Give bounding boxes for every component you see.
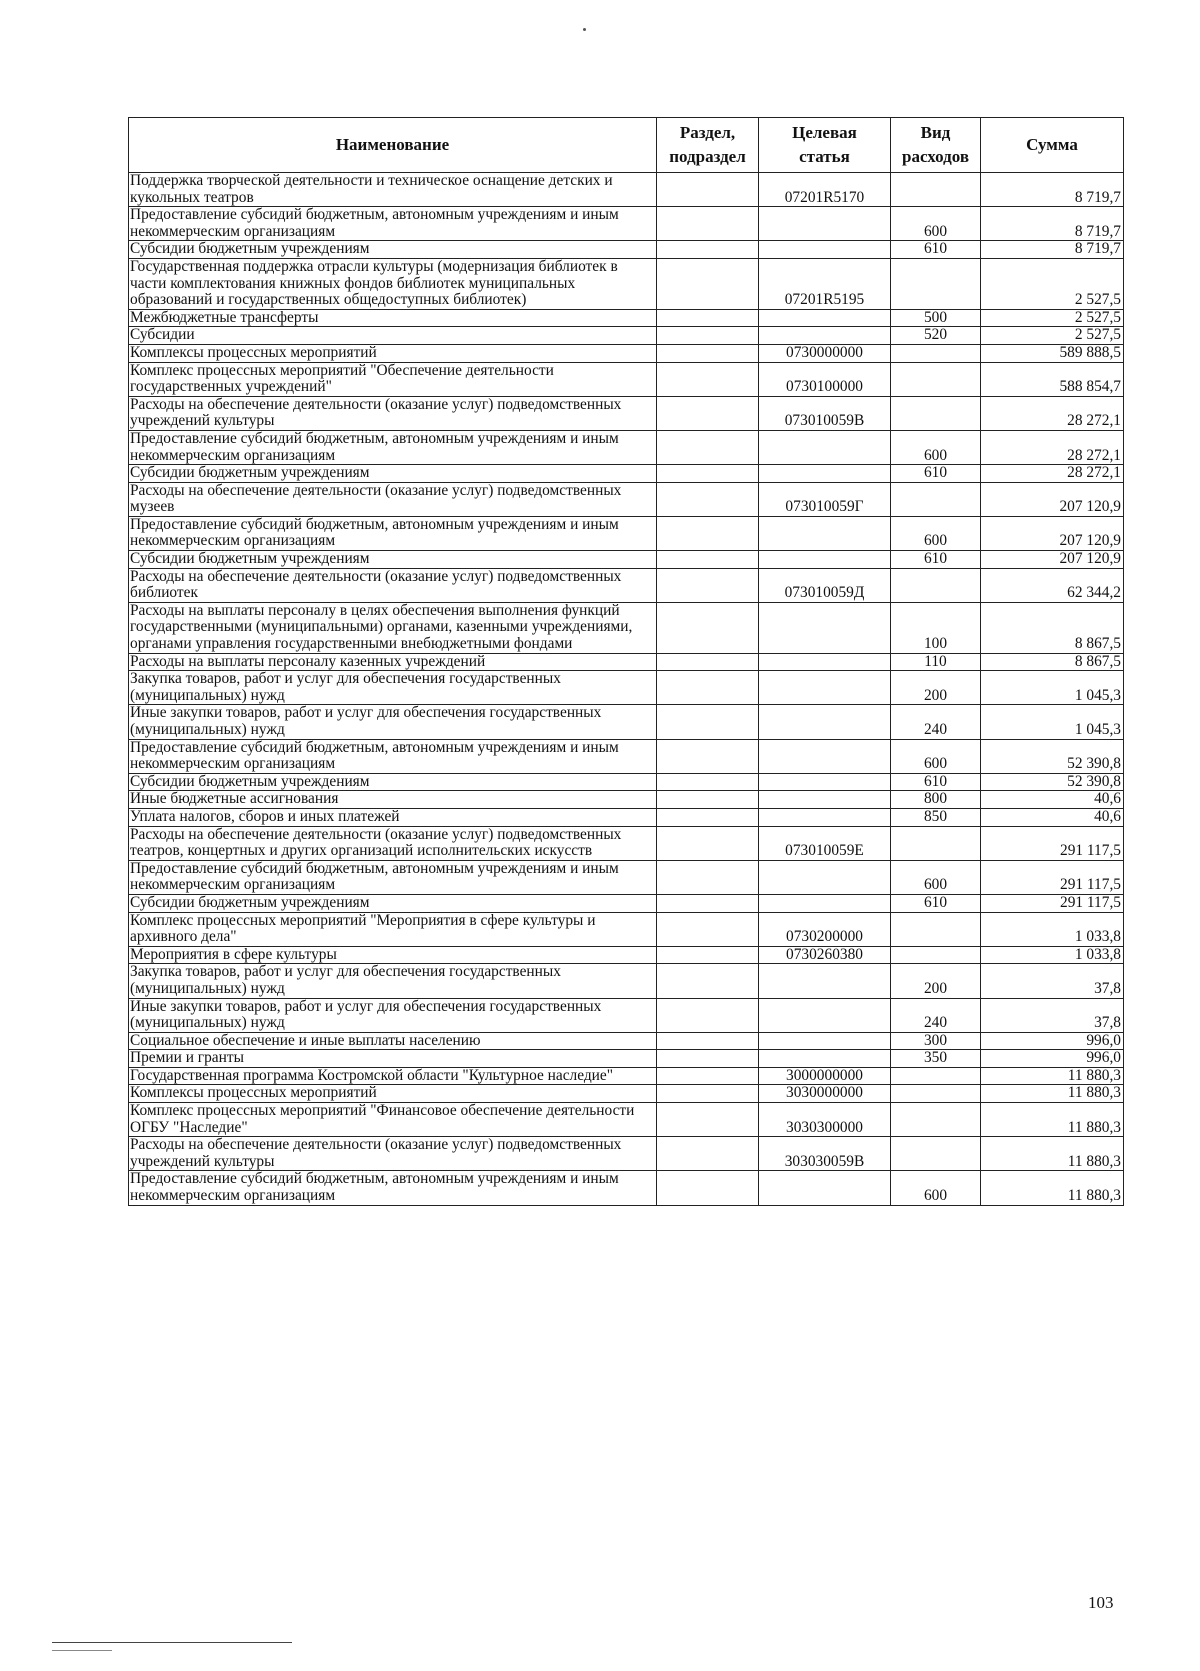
cell-target: 0730100000	[759, 362, 891, 396]
footer-rule-short	[52, 1650, 112, 1651]
cell-target	[759, 705, 891, 739]
header-amount: Сумма	[981, 118, 1124, 173]
cell-target: 0730000000	[759, 344, 891, 362]
cell-name: Премии и гранты	[129, 1050, 657, 1068]
table-row	[129, 344, 1124, 362]
cell-amount: 2 527,5	[981, 327, 1124, 345]
cell-amount: 1 033,8	[981, 946, 1124, 964]
cell-target: 3030000000	[759, 1085, 891, 1103]
cell-section	[657, 362, 759, 396]
cell-kind: 110	[891, 653, 981, 671]
cell-amount: 996,0	[981, 1032, 1124, 1050]
cell-amount: 2 527,5	[981, 309, 1124, 327]
cell-section	[657, 1103, 759, 1137]
cell-amount: 8 719,7	[981, 173, 1124, 207]
cell-section	[657, 1171, 759, 1205]
cell-name: Предоставление субсидий бюджетным, автономным учреждениям и иным некоммерческим организациям	[129, 207, 657, 241]
header-section: Раздел, подраздел	[657, 118, 759, 173]
cell-amount: 11 880,3	[981, 1085, 1124, 1103]
cell-name: Комплекс процессных мероприятий "Мероприятия в сфере культуры и архивного дела"	[129, 912, 657, 946]
cell-amount: 28 272,1	[981, 465, 1124, 483]
cell-amount: 37,8	[981, 964, 1124, 998]
cell-target	[759, 671, 891, 705]
cell-target: 303030059В	[759, 1137, 891, 1171]
cell-target	[759, 516, 891, 550]
cell-section	[657, 1050, 759, 1068]
table-row	[129, 791, 1124, 809]
cell-kind: 600	[891, 739, 981, 773]
cell-section	[657, 773, 759, 791]
budget-table	[128, 117, 1124, 1206]
cell-target	[759, 465, 891, 483]
table-row	[129, 362, 1124, 396]
cell-section	[657, 894, 759, 912]
cell-amount: 11 880,3	[981, 1103, 1124, 1137]
table-row	[129, 1067, 1124, 1085]
cell-name: Поддержка творческой деятельности и техническое оснащение детских и кукольных театров	[129, 173, 657, 207]
table-row	[129, 739, 1124, 773]
cell-name: Расходы на выплаты персоналу казенных учреждений	[129, 653, 657, 671]
table-row	[129, 482, 1124, 516]
cell-target: 3030300000	[759, 1103, 891, 1137]
cell-name: Субсидии бюджетным учреждениям	[129, 773, 657, 791]
table-row	[129, 602, 1124, 653]
cell-target	[759, 551, 891, 569]
cell-amount: 62 344,2	[981, 568, 1124, 602]
table-row	[129, 568, 1124, 602]
cell-kind	[891, 1067, 981, 1085]
cell-name: Расходы на обеспечение деятельности (оказание услуг) подведомственных библиотек	[129, 568, 657, 602]
cell-amount: 37,8	[981, 998, 1124, 1032]
cell-name: Иные закупки товаров, работ и услуг для обеспечения государственных (муниципальных) нужд	[129, 998, 657, 1032]
cell-section	[657, 482, 759, 516]
table-row	[129, 998, 1124, 1032]
table-row	[129, 671, 1124, 705]
table-body	[129, 173, 1124, 1206]
table-row	[129, 773, 1124, 791]
cell-kind	[891, 258, 981, 309]
cell-name: Комплексы процессных мероприятий	[129, 344, 657, 362]
cell-kind: 520	[891, 327, 981, 345]
cell-name: Предоставление субсидий бюджетным, автономным учреждениям и иным некоммерческим организациям	[129, 1171, 657, 1205]
table-row	[129, 516, 1124, 550]
cell-section	[657, 1137, 759, 1171]
cell-amount: 2 527,5	[981, 258, 1124, 309]
cell-kind: 240	[891, 998, 981, 1032]
cell-name: Комплекс процессных мероприятий "Финансовое обеспечение деятельности ОГБУ "Наследие"	[129, 1103, 657, 1137]
cell-name: Социальное обеспечение и иные выплаты населению	[129, 1032, 657, 1050]
cell-section	[657, 705, 759, 739]
cell-name: Предоставление субсидий бюджетным, автономным учреждениям и иным некоммерческим организациям	[129, 430, 657, 464]
cell-amount: 8 867,5	[981, 653, 1124, 671]
cell-section	[657, 173, 759, 207]
cell-name: Предоставление субсидий бюджетным, автономным учреждениям и иным некоммерческим организациям	[129, 516, 657, 550]
table-row	[129, 207, 1124, 241]
cell-target: 073010059Г	[759, 482, 891, 516]
cell-section	[657, 964, 759, 998]
cell-section	[657, 1067, 759, 1085]
cell-section	[657, 1085, 759, 1103]
header-target: Целевая статья	[759, 118, 891, 173]
cell-target: 07201R5195	[759, 258, 891, 309]
cell-amount: 207 120,9	[981, 482, 1124, 516]
table-row	[129, 946, 1124, 964]
cell-kind: 600	[891, 1171, 981, 1205]
table-row	[129, 808, 1124, 826]
cell-kind: 600	[891, 860, 981, 894]
cell-amount: 28 272,1	[981, 396, 1124, 430]
cell-kind	[891, 568, 981, 602]
cell-amount: 11 880,3	[981, 1137, 1124, 1171]
cell-section	[657, 946, 759, 964]
cell-name: Предоставление субсидий бюджетным, автономным учреждениям и иным некоммерческим организациям	[129, 860, 657, 894]
cell-kind	[891, 1137, 981, 1171]
cell-target: 0730260380	[759, 946, 891, 964]
cell-section	[657, 258, 759, 309]
table-row	[129, 1137, 1124, 1171]
cell-section	[657, 739, 759, 773]
cell-kind	[891, 362, 981, 396]
cell-kind: 800	[891, 791, 981, 809]
cell-kind	[891, 482, 981, 516]
cell-target	[759, 602, 891, 653]
cell-kind: 610	[891, 773, 981, 791]
cell-target	[759, 1032, 891, 1050]
cell-name: Уплата налогов, сборов и иных платежей	[129, 808, 657, 826]
cell-target	[759, 894, 891, 912]
table-row	[129, 705, 1124, 739]
scan-speck	[583, 28, 586, 31]
table-row	[129, 894, 1124, 912]
cell-amount: 11 880,3	[981, 1171, 1124, 1205]
table-header-row	[129, 118, 1124, 173]
cell-amount: 588 854,7	[981, 362, 1124, 396]
cell-name: Комплекс процессных мероприятий "Обеспечение деятельности государственных учреждений"	[129, 362, 657, 396]
table-row	[129, 309, 1124, 327]
cell-name: Иные бюджетные ассигнования	[129, 791, 657, 809]
cell-amount: 291 117,5	[981, 894, 1124, 912]
cell-target	[759, 430, 891, 464]
cell-target: 0730200000	[759, 912, 891, 946]
table-row	[129, 258, 1124, 309]
cell-section	[657, 568, 759, 602]
cell-target	[759, 998, 891, 1032]
cell-amount: 207 120,9	[981, 551, 1124, 569]
header-kind: Вид расходов	[891, 118, 981, 173]
cell-kind: 350	[891, 1050, 981, 1068]
cell-kind: 200	[891, 671, 981, 705]
cell-target	[759, 791, 891, 809]
cell-kind	[891, 1085, 981, 1103]
cell-kind: 610	[891, 465, 981, 483]
table-row	[129, 396, 1124, 430]
cell-name: Закупка товаров, работ и услуг для обеспечения государственных (муниципальных) нужд	[129, 964, 657, 998]
cell-amount: 8 719,7	[981, 241, 1124, 259]
cell-kind: 850	[891, 808, 981, 826]
cell-amount: 291 117,5	[981, 860, 1124, 894]
cell-section	[657, 998, 759, 1032]
page-number: 103	[1088, 1593, 1114, 1612]
cell-section	[657, 1032, 759, 1050]
cell-name: Субсидии бюджетным учреждениям	[129, 551, 657, 569]
cell-name: Предоставление субсидий бюджетным, автономным учреждениям и иным некоммерческим организациям	[129, 739, 657, 773]
cell-name: Расходы на выплаты персоналу в целях обеспечения выполнения функций государственными (муниципальными) органами, казенными учреждениями, органами управления государственными внебюджетными фондами	[129, 602, 657, 653]
cell-target: 073010059В	[759, 396, 891, 430]
cell-kind: 300	[891, 1032, 981, 1050]
cell-section	[657, 430, 759, 464]
table-row	[129, 551, 1124, 569]
cell-section	[657, 602, 759, 653]
table-row	[129, 1103, 1124, 1137]
cell-amount: 28 272,1	[981, 430, 1124, 464]
cell-section	[657, 327, 759, 345]
table-row	[129, 653, 1124, 671]
cell-section	[657, 309, 759, 327]
cell-amount: 52 390,8	[981, 773, 1124, 791]
cell-kind	[891, 912, 981, 946]
cell-amount: 1 045,3	[981, 671, 1124, 705]
cell-target	[759, 309, 891, 327]
cell-amount: 207 120,9	[981, 516, 1124, 550]
cell-target	[759, 327, 891, 345]
cell-target	[759, 1171, 891, 1205]
cell-kind: 600	[891, 430, 981, 464]
cell-section	[657, 860, 759, 894]
table-row	[129, 430, 1124, 464]
cell-kind	[891, 946, 981, 964]
cell-name: Субсидии бюджетным учреждениям	[129, 894, 657, 912]
table-row	[129, 964, 1124, 998]
cell-section	[657, 912, 759, 946]
cell-name: Комплексы процессных мероприятий	[129, 1085, 657, 1103]
cell-kind: 100	[891, 602, 981, 653]
cell-target	[759, 739, 891, 773]
table-row	[129, 826, 1124, 860]
cell-kind	[891, 396, 981, 430]
cell-name: Государственная программа Костромской области "Культурное наследие"	[129, 1067, 657, 1085]
cell-amount: 8 867,5	[981, 602, 1124, 653]
cell-amount: 8 719,7	[981, 207, 1124, 241]
cell-kind	[891, 173, 981, 207]
table-row	[129, 860, 1124, 894]
cell-section	[657, 826, 759, 860]
table-row	[129, 1032, 1124, 1050]
cell-kind: 500	[891, 309, 981, 327]
cell-name: Государственная поддержка отрасли культуры (модернизация библиотек в части комплектования книжных фондов библиотек муниципальных образований и государственных общедоступных библиотек)	[129, 258, 657, 309]
cell-amount: 11 880,3	[981, 1067, 1124, 1085]
cell-kind	[891, 826, 981, 860]
cell-section	[657, 344, 759, 362]
cell-section	[657, 808, 759, 826]
cell-kind	[891, 344, 981, 362]
cell-kind: 610	[891, 894, 981, 912]
cell-kind	[891, 1103, 981, 1137]
cell-section	[657, 671, 759, 705]
cell-target	[759, 1050, 891, 1068]
cell-target: 07201R5170	[759, 173, 891, 207]
cell-section	[657, 465, 759, 483]
cell-kind: 200	[891, 964, 981, 998]
cell-name: Расходы на обеспечение деятельности (оказание услуг) подведомственных театров, концертных и других организаций исполнительских искусств	[129, 826, 657, 860]
table-row	[129, 1085, 1124, 1103]
cell-kind: 600	[891, 516, 981, 550]
cell-amount: 1 045,3	[981, 705, 1124, 739]
cell-kind: 240	[891, 705, 981, 739]
cell-amount: 40,6	[981, 791, 1124, 809]
cell-target: 3000000000	[759, 1067, 891, 1085]
cell-amount: 52 390,8	[981, 739, 1124, 773]
cell-section	[657, 207, 759, 241]
cell-section	[657, 791, 759, 809]
cell-name: Межбюджетные трансферты	[129, 309, 657, 327]
cell-kind: 610	[891, 551, 981, 569]
table-row	[129, 465, 1124, 483]
cell-target	[759, 808, 891, 826]
cell-target	[759, 860, 891, 894]
cell-name: Иные закупки товаров, работ и услуг для обеспечения государственных (муниципальных) нужд	[129, 705, 657, 739]
cell-name: Закупка товаров, работ и услуг для обеспечения государственных (муниципальных) нужд	[129, 671, 657, 705]
table-row	[129, 173, 1124, 207]
table-row	[129, 241, 1124, 259]
cell-amount: 40,6	[981, 808, 1124, 826]
cell-target	[759, 773, 891, 791]
cell-amount: 1 033,8	[981, 912, 1124, 946]
cell-amount: 996,0	[981, 1050, 1124, 1068]
cell-name: Мероприятия в сфере культуры	[129, 946, 657, 964]
cell-section	[657, 551, 759, 569]
cell-kind: 610	[891, 241, 981, 259]
cell-target: 073010059Е	[759, 826, 891, 860]
cell-section	[657, 653, 759, 671]
cell-section	[657, 241, 759, 259]
table-row	[129, 1050, 1124, 1068]
cell-name: Расходы на обеспечение деятельности (оказание услуг) подведомственных учреждений культуры	[129, 396, 657, 430]
cell-name: Расходы на обеспечение деятельности (оказание услуг) подведомственных музеев	[129, 482, 657, 516]
cell-name: Субсидии бюджетным учреждениям	[129, 241, 657, 259]
cell-section	[657, 396, 759, 430]
table-row	[129, 1171, 1124, 1205]
cell-name: Субсидии	[129, 327, 657, 345]
table-row	[129, 327, 1124, 345]
cell-name: Субсидии бюджетным учреждениям	[129, 465, 657, 483]
table-row	[129, 912, 1124, 946]
header-name: Наименование	[129, 118, 657, 173]
cell-target	[759, 241, 891, 259]
cell-target	[759, 653, 891, 671]
cell-target: 073010059Д	[759, 568, 891, 602]
cell-target	[759, 207, 891, 241]
cell-section	[657, 516, 759, 550]
cell-amount: 589 888,5	[981, 344, 1124, 362]
cell-target	[759, 964, 891, 998]
cell-kind: 600	[891, 207, 981, 241]
footer-rule	[52, 1642, 292, 1643]
cell-amount: 291 117,5	[981, 826, 1124, 860]
cell-name: Расходы на обеспечение деятельности (оказание услуг) подведомственных учреждений культуры	[129, 1137, 657, 1171]
